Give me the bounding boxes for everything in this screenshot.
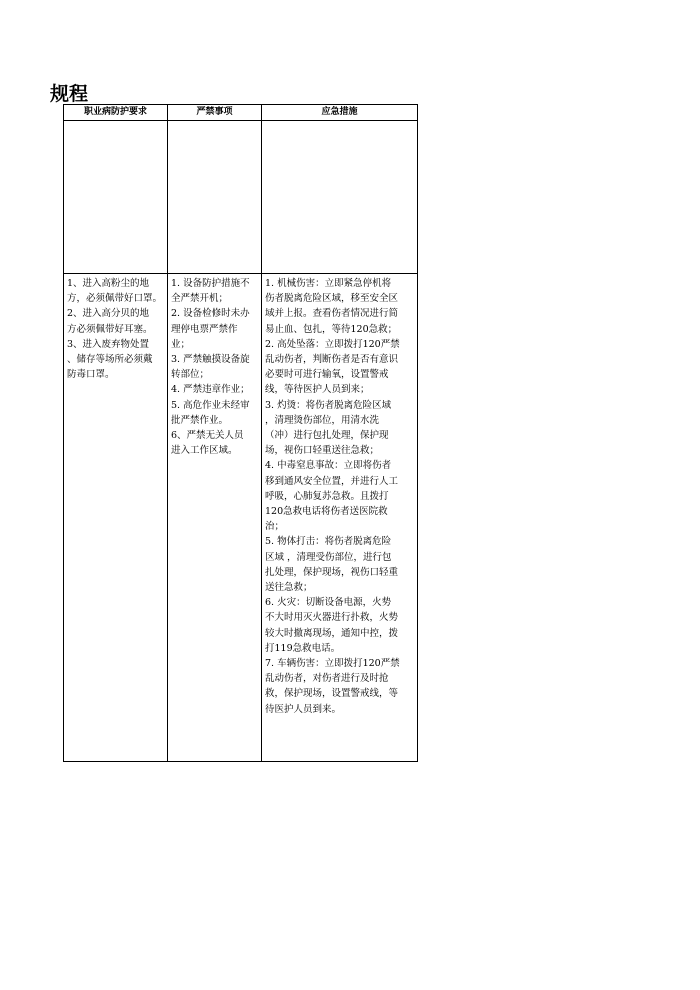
cell-line: 6、严禁无关人员: [171, 430, 244, 442]
blank-cell: [168, 121, 262, 274]
prohibited-items-cell: [168, 274, 262, 762]
emergency-measures-cell: [262, 274, 418, 762]
cell-line: 转部位；: [171, 369, 210, 381]
cell-line: （冲）进行包扎处理，保护现: [265, 430, 389, 442]
cell-line: 不大时用灭火器进行扑救，火势: [265, 612, 399, 624]
blank-cell: [262, 121, 418, 274]
cell-line: 、储存等场所必须戴: [67, 354, 153, 366]
cell-line: 治；: [265, 521, 285, 533]
cell-line: 进入工作区域。: [171, 445, 238, 457]
cell-line: 理停电票严禁作: [171, 323, 238, 335]
cell-line: 较大时撤离现场，通知中控，拨: [265, 627, 399, 639]
page-title-text: 规程: [50, 83, 89, 105]
cell-line: 防毒口罩。: [67, 369, 115, 381]
cell-line: 必要时可进行输氧，设置警戒: [265, 369, 389, 381]
cell-line: 场，视伤口轻重送往急救；: [265, 445, 380, 457]
cell-line: 2. 设备检修时未办: [171, 308, 250, 320]
cell-line: 1. 机械伤害：立即紧急停机将: [265, 278, 392, 289]
header-emergency-measures: 应急措施: [262, 105, 418, 121]
header-occupational-protection: 职业病防护要求: [64, 105, 168, 121]
cell-line: 7. 车辆伤害：立即拨打120严禁: [265, 658, 400, 670]
cell-line: 乱动伤者，判断伤者是否有意识: [265, 354, 399, 366]
cell-line: 打119急救电话。: [265, 642, 341, 654]
cell-line: 4. 严禁违章作业；: [171, 384, 250, 396]
cell-line: 5. 物体打击：将伤者脱离危险: [265, 536, 392, 548]
occupational-protection-text: [64, 274, 167, 382]
cell-line: 方必须佩带好耳塞。: [67, 323, 153, 335]
cell-line: 120急救电话将伤者送医院救: [265, 506, 388, 518]
header-prohibited-items: 严禁事项: [168, 105, 262, 121]
cell-line: 业；: [171, 338, 191, 350]
content-row: [64, 274, 418, 762]
cell-line: 呼吸，心肺复苏急救。且拨打: [265, 490, 389, 502]
header-row: [64, 105, 418, 121]
cell-line: 3、进入废弃物处置: [67, 338, 150, 350]
cell-line: 方，必须佩带好口罩。: [67, 293, 163, 305]
cell-line: 区域 ，清理受伤部位，进行包: [265, 551, 392, 563]
emergency-measures-text: [262, 274, 417, 717]
cell-line: ，清理烫伤部位，用清水洗: [265, 414, 380, 426]
cell-line: 全严禁开机；: [171, 293, 229, 305]
cell-line: 易止血、包扎，等待120急救；: [265, 323, 398, 335]
cell-line: 5. 高危作业未经审: [171, 399, 250, 411]
cell-line: 6. 火灾：切断设备电源，火势: [265, 597, 392, 609]
cell-line: 救，保护现场，设置警戒线，等: [265, 688, 399, 700]
cell-line: 伤者脱离危险区域，移至安全区: [265, 293, 399, 305]
cell-line: 线，等待医护人员到来；: [265, 384, 370, 396]
occupational-protection-cell: [64, 274, 168, 762]
cell-line: 2. 高处坠落：立即拨打120严禁: [265, 338, 400, 350]
blank-cell: [64, 121, 168, 274]
cell-line: 1. 设备防护措施不: [171, 278, 250, 289]
cell-line: 域并上报。查看伤者情况进行简: [265, 308, 399, 320]
cell-line: 4. 中毒窒息事故：立即将伤者: [265, 460, 392, 472]
cell-line: 3. 严禁触摸设备旋: [171, 354, 250, 366]
cell-line: 2、进入高分贝的地: [67, 308, 150, 320]
cell-line: 3. 灼烫：将伤者脱离危险区域: [265, 399, 392, 411]
cell-line: 乱动伤者，对伤者进行及时抢: [265, 673, 389, 685]
cell-line: 批严禁作业。: [171, 414, 229, 426]
prohibited-items-text: [168, 274, 261, 458]
page-title: [50, 83, 102, 105]
blank-row: [64, 121, 418, 274]
cell-line: 1、进入高粉尘的地: [67, 278, 150, 289]
safety-procedure-table: [63, 104, 418, 762]
cell-line: 送往急救；: [265, 582, 313, 594]
cell-line: 移到通风安全位置，并进行人工: [265, 475, 399, 487]
cell-line: 待医护人员到来。: [265, 703, 342, 715]
cell-line: 扎处理，保护现场，视伤口轻重: [265, 566, 399, 578]
